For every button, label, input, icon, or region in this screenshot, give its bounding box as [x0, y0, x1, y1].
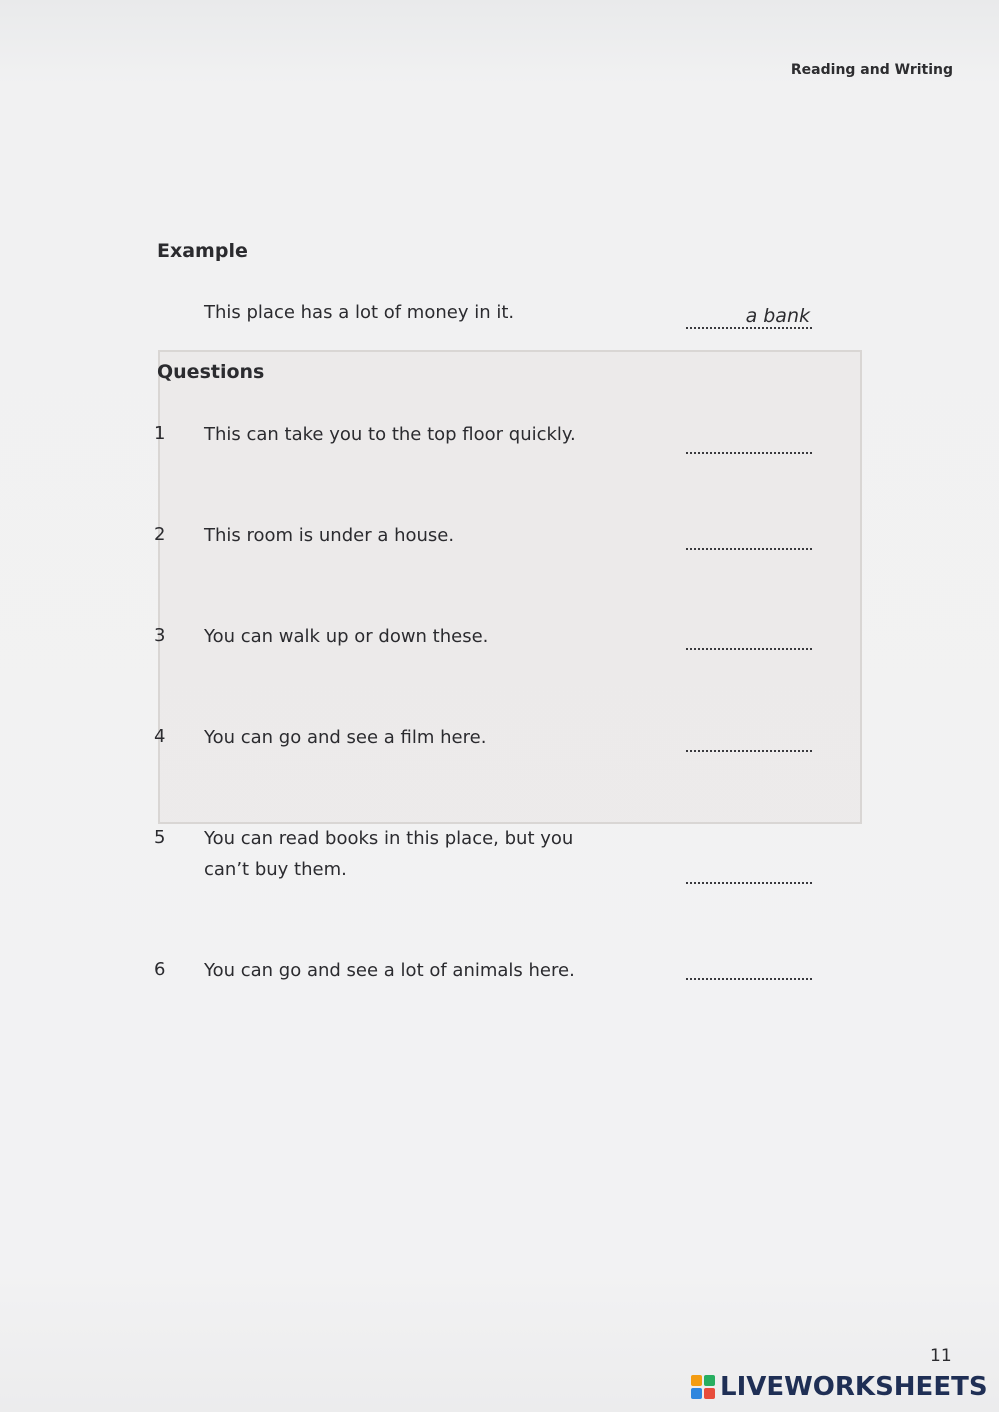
question-text: This can take you to the top floor quickly. [204, 424, 576, 445]
answer-field-2[interactable] [686, 524, 812, 550]
example-text: This place has a lot of money in it. [204, 302, 515, 323]
question-number: 6 [154, 959, 166, 980]
question-number: 2 [154, 524, 166, 545]
question-text: This room is under a house. [204, 525, 455, 546]
answer-field-6[interactable] [686, 954, 812, 980]
question-number: 4 [154, 726, 166, 747]
page-number: 11 [930, 1346, 952, 1366]
question-text: You can go and see a film here. [204, 727, 487, 748]
answer-field-1[interactable] [686, 428, 812, 454]
example-answer: a bank [745, 305, 810, 327]
question-number: 3 [154, 625, 166, 646]
answer-field-4[interactable] [686, 726, 812, 752]
question-text: You can go and see a lot of animals here. [204, 960, 575, 981]
answer-field-3[interactable] [686, 624, 812, 650]
example-answer-field [686, 303, 812, 329]
logo-text: LIVEWORKSHEETS [720, 1372, 988, 1402]
liveworksheets-logo-icon [690, 1374, 716, 1400]
example-heading: Example [157, 240, 248, 262]
question-number: 5 [154, 827, 166, 848]
question-text: You can walk up or down these. [204, 626, 489, 647]
questions-heading: Questions [157, 361, 265, 383]
question-number: 1 [154, 423, 166, 444]
question-text: You can read books in this place, but you can’t buy them. [204, 828, 574, 880]
section-header: Reading and Writing [790, 62, 953, 78]
liveworksheets-logo[interactable] [690, 1372, 988, 1402]
answer-field-5[interactable] [686, 858, 812, 884]
